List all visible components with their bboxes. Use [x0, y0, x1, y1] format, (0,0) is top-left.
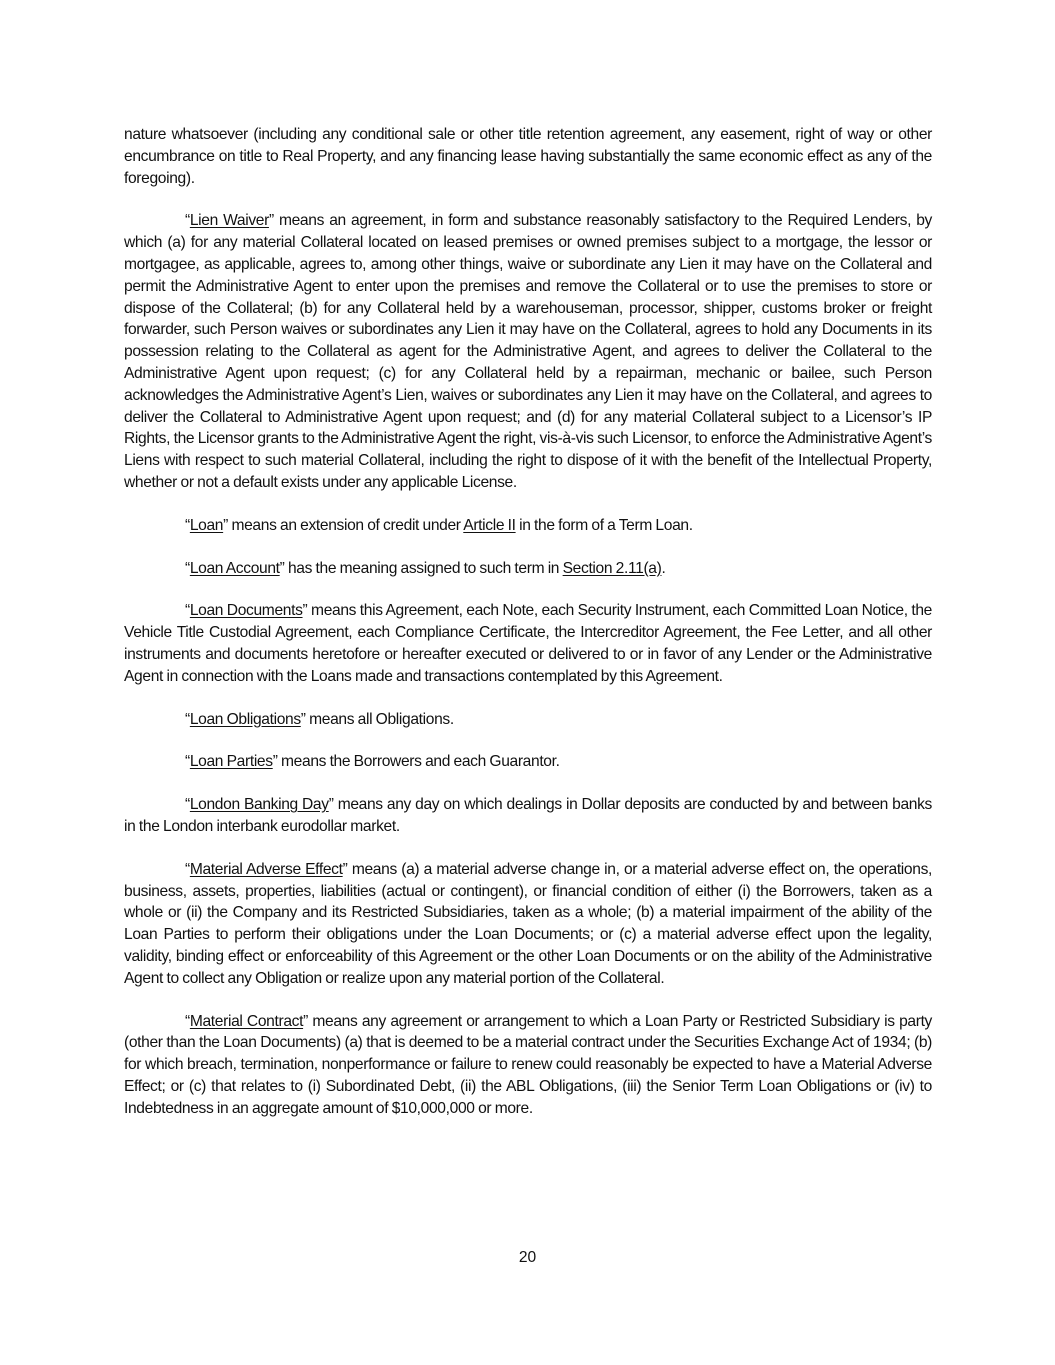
definition-loan-parties [124, 751, 932, 773]
close-quote: ” [303, 1012, 308, 1030]
defined-term: Loan Parties [189, 753, 273, 771]
definition-london-banking-day [124, 794, 932, 838]
page-number: 20 [518, 1249, 537, 1266]
defined-term: Loan Obligations [189, 710, 301, 728]
close-quote: ” [300, 710, 306, 728]
definition-loan [124, 515, 932, 537]
defined-term: Material Contract [189, 1012, 304, 1030]
open-quote: “ [185, 1012, 190, 1030]
close-quote: ” [342, 860, 348, 878]
definition-text: means the Borrowers and each Guarantor. [277, 753, 560, 771]
definition-material-contract [124, 1011, 932, 1120]
open-quote: “ [185, 602, 190, 620]
open-quote: “ [185, 516, 190, 534]
open-quote: “ [185, 710, 190, 728]
document-page [124, 124, 932, 1140]
definition-text: has the meaning assigned to such term in [284, 559, 563, 577]
open-quote: “ [185, 860, 190, 878]
definition-loan-documents [124, 600, 932, 687]
close-quote: ” [302, 602, 308, 620]
definition-loan-account [124, 558, 932, 580]
definition-text: means this Agreement, each Note, each Security Instrument, each Committed Loan Notice, the Vehicle Title Custodial Agreement, each Compliance Certificate, the Intercreditor Agreement, the Fee Letter, and all other instruments and documents heretofore or hereafter executed or delivered to or in favor of any Lender or the Administrative Agent in connection with the Loans made and transactions contemplated by this Agreement. [124, 602, 932, 685]
open-quote: “ [185, 796, 190, 814]
continuation-paragraph: nature whatsoever (including any conditional sale or other title retention agreement, any easement, right of way or other encumbrance on title to Real Property, and any financing lease having substantially the same economic effect as any of the foregoing). [124, 126, 932, 187]
close-quote: ” [272, 753, 278, 771]
defined-term: Material Adverse Effect [189, 860, 343, 878]
close-quote: ” [279, 559, 285, 577]
defined-term: London Banking Day [189, 796, 329, 814]
definition-text: means an agreement, in form and substance reasonably satisfactory to the Required Lenders, by which (a) for any material Collateral located on leased premises or owned premises subject to a mortgage, the lessor or mortgagee, as applicable, agrees to, among other things, waive or subordinate any Lien it may have on the Collateral and permit the Administrative Agent to enter upon the premises and remove the Collateral or to use the premises to store or dispose of the Collateral; (b) for any Collateral held by a warehouseman, processor, shipper, customs broker or freight forwarder, such Person waives or subordinates any Lien it may have on the Collateral, agrees to hold any Documents in its possession relating to the Collateral as agent for the Administrative Agent, and agrees to deliver the Collateral to the Administrative Agent upon request; (c) for any Collateral held by a repairman, mechanic or bailee, such Person acknowledges the Administrative Agent’s Lien, waives or subordinates any Lien it may have on the Collateral, and agrees to deliver the Collateral to Administrative Agent upon request; and (d) for any material Collateral subject to a Licensor’s IP Rights, the Licensor grants to the Administrative Agent the right, vis-à-vis such Licensor, to enforce the Administrative Agent’s Liens with respect to such material Collateral, including the right to dispose of it with the benefit of the Intellectual Property, whether or not a default exists under any applicable License. [124, 212, 933, 491]
close-quote: ” [268, 212, 274, 230]
close-quote: ” [328, 796, 334, 814]
definition-text: means all Obligations. [305, 710, 454, 728]
definition-material-adverse-effect [124, 859, 932, 990]
definition-loan-obligations [124, 709, 932, 731]
cross-reference: Section 2.11(a) [562, 559, 662, 577]
cross-reference: Article II [463, 516, 516, 534]
definition-text: in the form of a Term Loan. [515, 516, 693, 534]
open-quote: “ [185, 753, 190, 771]
definition-text: means any day on which dealings in Dollar deposits are conducted by and between banks in the London interbank eurodollar market. [124, 796, 932, 835]
close-quote: ” [223, 516, 228, 534]
definition-text: means (a) a material adverse change in, or a material adverse effect on, the operations, business, assets, properties, liabilities (actual or contingent), or financial condition of either (i) the Borrowers, taken as a whole or (ii) the Company and its Restricted Subsidiaries, taken as a whole; (b) a material impairment of the ability of the Loan Parties to perform their obligations under the Loan Documents; or (c) a material adverse effect upon the legality, validity, binding effect or enforceability of this Agreement or the other Loan Documents or on the ability of the Administrative Agent to collect any Obligation or realize upon any material portion of the Collateral. [124, 860, 932, 987]
open-quote: “ [185, 559, 190, 577]
definition-text: means an extension of credit under [227, 516, 464, 534]
defined-term: Lien Waiver [189, 212, 269, 230]
definition-lien-waiver [124, 210, 932, 493]
definition-text: . [661, 559, 666, 577]
defined-term: Loan Documents [189, 602, 303, 620]
defined-term: Loan Account [189, 559, 280, 577]
defined-term: Loan [189, 516, 224, 534]
definition-text: means any agreement or arrangement to which a Loan Party or Restricted Subsidiary is party (other than the Loan Documents) (a) that is deemed to be a material contract under the Securities Exchange Act of 1934; (b) for which breach, termination, nonperformance or failure to renew could reasonably be expected to have a Material Adverse Effect; or (c) that relates to (i) Subordinated Debt, (ii) the ABL Obligations, (iii) the Senior Term Loan Obligations or (iv) to Indebtedness in an aggregate amount of $10,000,000 or more. [124, 1012, 932, 1117]
open-quote: “ [185, 212, 190, 230]
